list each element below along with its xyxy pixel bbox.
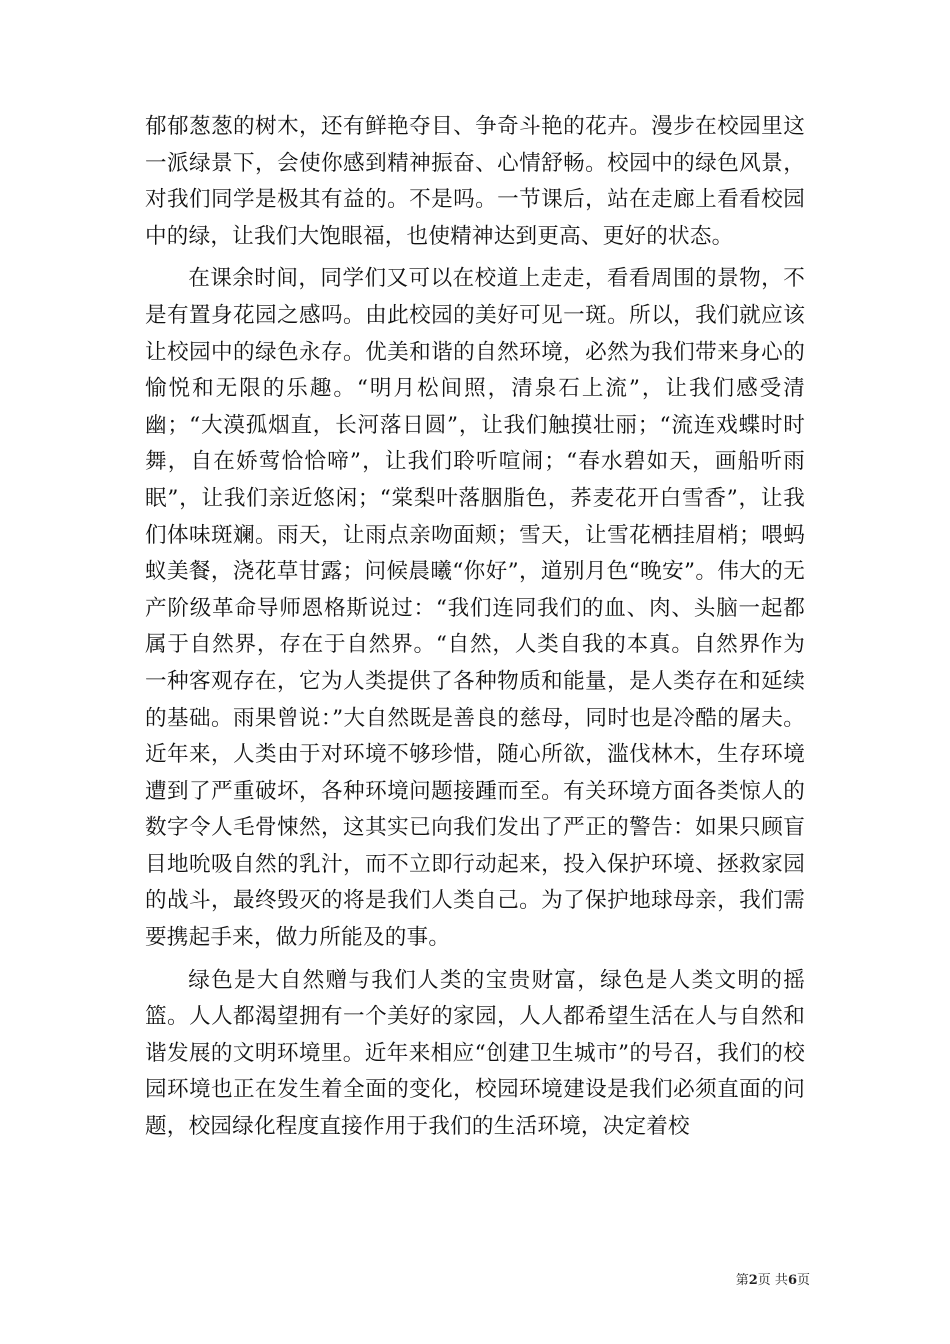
paragraph-3: 绿色是大自然赠与我们人类的宝贵财富，绿色是人类文明的摇篮。人人都渴望拥有一个美好的家园，人人都希望生活在人与自然和谐发展的文明环境里。近年来相应“创建卫生城市”的号召，我们的校园环境也正在发生着全面的变化，校园环境建设是我们必须直面的问题，校园绿化程度直接作用于我们的生活环境，决定着校 [145, 967, 805, 1140]
footer-suffix: 页 [796, 1273, 810, 1288]
total-pages: 6 [787, 1273, 797, 1288]
page-number: 2 [748, 1273, 758, 1288]
footer-prefix: 第 [735, 1273, 749, 1288]
footer-middle: 页 共 [757, 1273, 788, 1288]
paragraph-1: 郁郁葱葱的树木，还有鲜艳夺目、争奇斗艳的花卉。漫步在校园里这一派绿景下，会使你感到精神振奋、心情舒畅。校园中的绿色风景，对我们同学是极其有益的。不是吗。一节课后，站在走廊上看看校园中的绿，让我们大饱眼福，也使精神达到更高、更好的状态。 [145, 114, 805, 249]
document-body [145, 109, 805, 1146]
page-footer [700, 1269, 810, 1288]
paragraph-2: 在课余时间，同学们又可以在校道上走走，看看周围的景物，不是有置身花园之感吗。由此校园的美好可见一斑。所以，我们就应该让校园中的绿色永存。优美和谐的自然环境，必然为我们带来身心的愉悦和无限的乐趣。“明月松间照，清泉石上流”，让我们感受清幽；“大漠孤烟直，长河落日圆”，让我们触摸壮丽；“流连戏蝶时时舞，自在娇莺恰恰啼”，让我们聆听喧闹；“春水碧如天，画船听雨眠”，让我们亲近悠闲；“棠梨叶落胭脂色，荞麦花开白雪香”，让我们体味斑斓。雨天，让雨点亲吻面颊；雪天，让雪花栖挂眉梢；喂蚂蚁美餐，浇花草甘露；问候晨曦“你好”，道别月色“晚安”。伟大的无产阶级革命导师恩格斯说过：“我们连同我们的血、肉、头脑一起都属于自然界，存在于自然界。“自然，人类自我的本真。自然界作为一种客观存在，它为人类提供了各种物质和能量，是人类存在和延续的基础。雨果曾说：”大自然既是善良的慈母，同时也是冷酷的屠夫。近年来，人类由于对环境不够珍惜，随心所欲，滥伐林木，生存环境遭到了严重破坏，各种环境问题接踵而至。有关环境方面各类惊人的数字令人毛骨悚然，这其实已向我们发出了严正的警告：如果只顾盲目地吮吸自然的乳汁，而不立即行动起来，投入保护环境、拯救家园的战斗，最终毁灭的将是我们人类自己。为了保护地球母亲，我们需要携起手来，做力所能及的事。 [145, 266, 805, 951]
